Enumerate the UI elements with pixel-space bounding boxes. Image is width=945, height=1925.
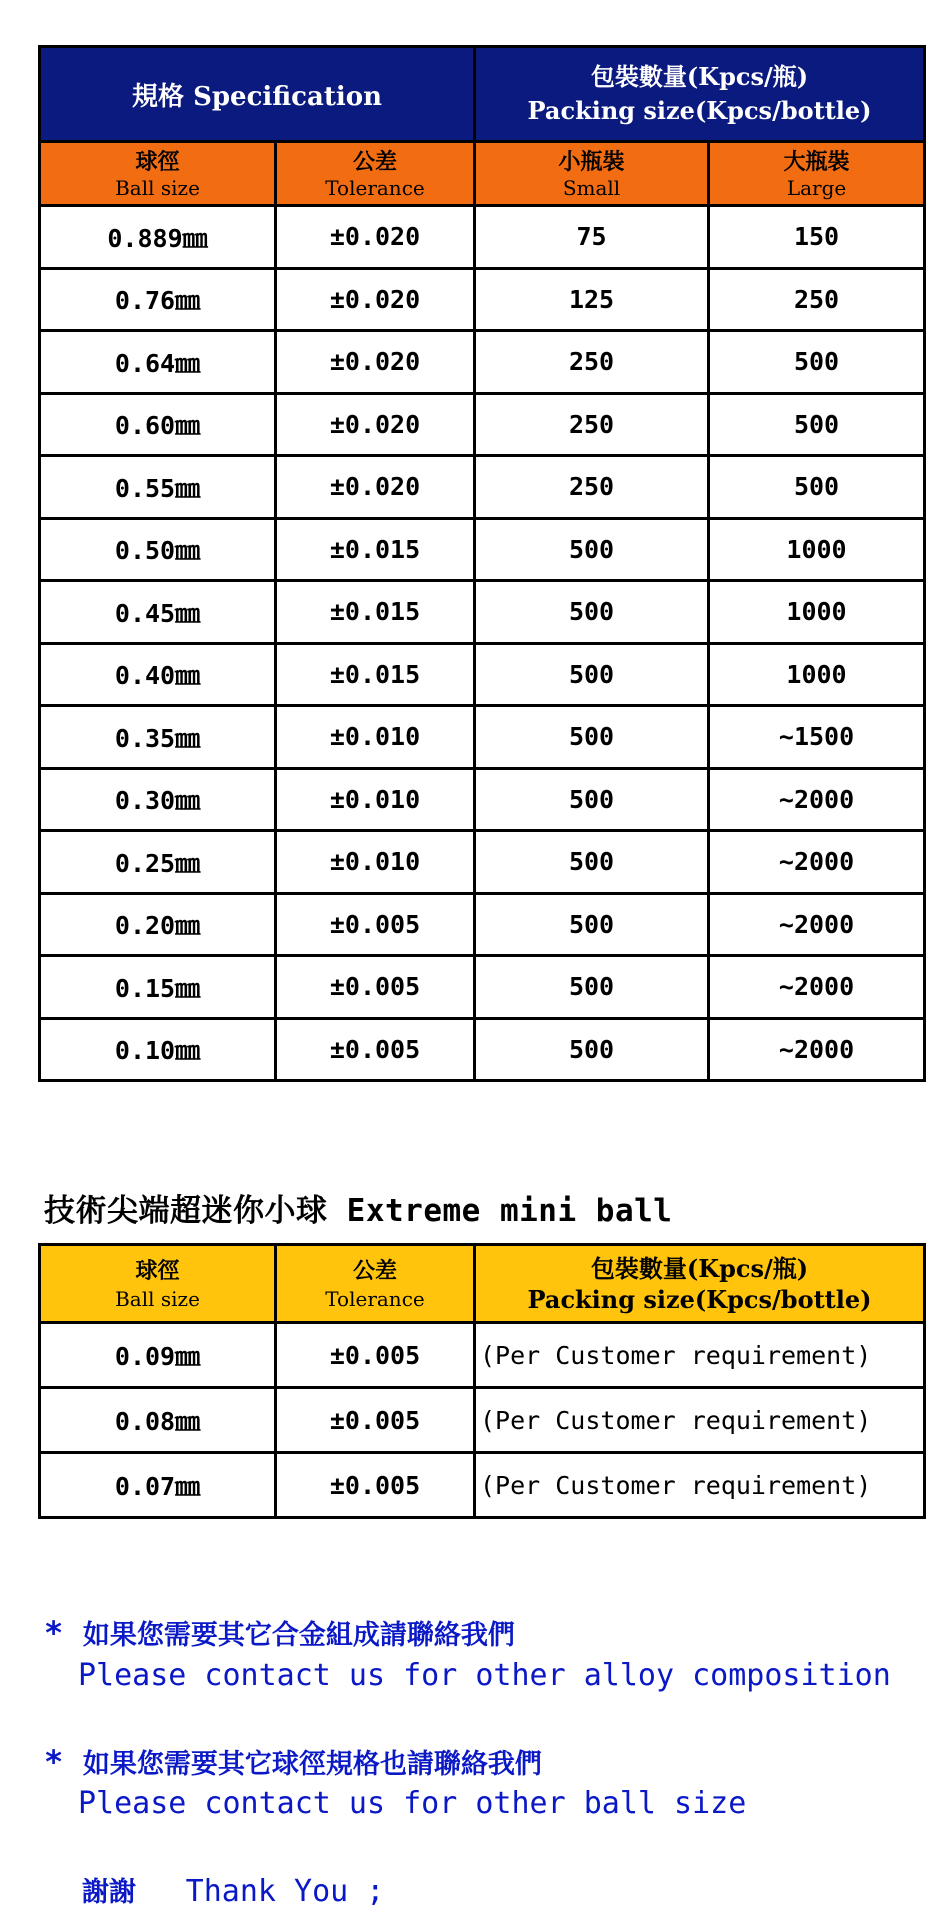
large-bottle-cell: ~2000 (709, 956, 925, 1019)
subheader-large-en: Large (786, 175, 847, 200)
small-bottle-cell: 500 (475, 581, 709, 644)
extreme-subheader-packing-zh: 包裝數量(Kpcs/瓶) (590, 1253, 809, 1283)
large-bottle-cell: ~2000 (709, 768, 925, 831)
small-bottle-cell: 250 (475, 331, 709, 394)
large-bottle-cell: 500 (709, 393, 925, 456)
spec-table-row (40, 518, 925, 581)
large-bottle-cell: ~1500 (709, 706, 925, 769)
tolerance-cell: ±0.020 (276, 456, 475, 519)
ball-size-cell: 0.40㎜ (40, 643, 276, 706)
ball-size-cell: 0.889㎜ (40, 206, 276, 269)
subheader-large-zh: 大瓶裝 (783, 148, 850, 175)
extreme-subheader-tolerance-zh: 公差 (352, 1257, 397, 1284)
small-bottle-cell: 75 (475, 206, 709, 269)
ball-size-cell: 0.50㎜ (40, 518, 276, 581)
small-bottle-cell: 500 (475, 831, 709, 894)
small-bottle-cell: 250 (475, 456, 709, 519)
large-bottle-cell: 500 (709, 331, 925, 394)
tolerance-cell: ±0.005 (276, 1453, 475, 1518)
large-bottle-cell: 150 (709, 206, 925, 269)
extreme-subheader-ball-size-zh: 球徑 (135, 1257, 180, 1284)
extreme-subheader-packing (475, 1245, 925, 1323)
ball-size-cell: 0.07㎜ (40, 1453, 276, 1518)
tolerance-cell: ±0.020 (276, 331, 475, 394)
note-alloy-star: * (44, 1614, 64, 1652)
tolerance-cell: ±0.015 (276, 643, 475, 706)
spec-table-row (40, 1018, 925, 1081)
spec-table-row (40, 956, 925, 1019)
tolerance-cell: ±0.005 (276, 1323, 475, 1388)
ball-size-cell: 0.15㎜ (40, 956, 276, 1019)
large-bottle-cell: ~2000 (709, 1018, 925, 1081)
spec-table-row (40, 768, 925, 831)
tolerance-cell: ±0.005 (276, 1018, 475, 1081)
tolerance-cell: ±0.005 (276, 1388, 475, 1453)
ball-size-cell: 0.60㎜ (40, 393, 276, 456)
note-alloy-zh: 如果您需要其它合金組成請聯絡我們 (82, 1620, 515, 1651)
note-size-star: * (44, 1743, 64, 1781)
note-alloy-en: Please contact us for other alloy composition (78, 1658, 891, 1693)
spec-subheader-row (40, 142, 925, 206)
large-bottle-cell: 500 (709, 456, 925, 519)
extreme-table-row (40, 1323, 925, 1388)
ball-size-cell: 0.08㎜ (40, 1388, 276, 1453)
spec-table-row (40, 206, 925, 269)
spec-table-body (40, 206, 925, 1081)
large-bottle-cell: 1000 (709, 643, 925, 706)
ball-size-cell: 0.20㎜ (40, 893, 276, 956)
thanks-zh: 謝謝 (82, 1877, 136, 1908)
small-bottle-cell: 500 (475, 893, 709, 956)
tolerance-cell: ±0.010 (276, 706, 475, 769)
tolerance-cell: ±0.015 (276, 581, 475, 644)
note-alloy-zh-line (44, 1613, 515, 1652)
packing-cell: (Per Customer requirement) (475, 1388, 925, 1453)
small-bottle-cell: 250 (475, 393, 709, 456)
ball-size-cell: 0.09㎜ (40, 1323, 276, 1388)
large-bottle-cell: 1000 (709, 581, 925, 644)
small-bottle-cell: 500 (475, 518, 709, 581)
subheader-ball-size-zh: 球徑 (135, 148, 180, 175)
tolerance-cell: ±0.010 (276, 831, 475, 894)
subheader-ball-size-en: Ball size (115, 175, 200, 200)
tolerance-cell: ±0.020 (276, 393, 475, 456)
small-bottle-cell: 500 (475, 956, 709, 1019)
spec-table-row (40, 706, 925, 769)
packing-header-en: Packing size(Kpcs/bottle) (527, 96, 872, 125)
spec-table-row (40, 831, 925, 894)
spec-table (38, 45, 926, 1082)
small-bottle-cell: 500 (475, 706, 709, 769)
large-bottle-cell: ~2000 (709, 831, 925, 894)
subheader-small-en: Small (562, 175, 621, 200)
spec-table-row (40, 581, 925, 644)
subheader-small-zh: 小瓶裝 (558, 148, 625, 175)
spec-header-cell (40, 47, 475, 142)
extreme-section-title: 技術尖端超迷你小球 Extreme mini ball (44, 1193, 673, 1229)
thanks-en: Thank You ; (185, 1874, 385, 1909)
packing-cell: (Per Customer requirement) (475, 1453, 925, 1518)
tolerance-cell: ±0.005 (276, 956, 475, 1019)
extreme-subheader-ball-size (40, 1245, 276, 1323)
packing-header-zh: 包裝數量(Kpcs/瓶) (590, 62, 809, 91)
spec-header-label: 規格 Specification (132, 81, 382, 112)
subheader-tolerance (276, 142, 475, 206)
ball-size-cell: 0.55㎜ (40, 456, 276, 519)
ball-size-cell: 0.10㎜ (40, 1018, 276, 1081)
subheader-ball-size (40, 142, 276, 206)
extreme-subheader-tolerance (276, 1245, 475, 1323)
subheader-tolerance-en: Tolerance (325, 175, 425, 200)
ball-size-cell: 0.76㎜ (40, 268, 276, 331)
small-bottle-cell: 500 (475, 643, 709, 706)
note-size-en: Please contact us for other ball size (78, 1786, 747, 1821)
spec-table-row (40, 643, 925, 706)
extreme-table (38, 1243, 926, 1519)
spec-table-row (40, 393, 925, 456)
small-bottle-cell: 125 (475, 268, 709, 331)
subheader-large (709, 142, 925, 206)
packing-header-cell (475, 47, 925, 142)
small-bottle-cell: 500 (475, 768, 709, 831)
extreme-header-row (40, 1245, 925, 1323)
extreme-table-row (40, 1453, 925, 1518)
ball-size-cell: 0.35㎜ (40, 706, 276, 769)
spec-table-row (40, 893, 925, 956)
subheader-tolerance-zh: 公差 (353, 148, 398, 175)
tolerance-cell: ±0.020 (276, 206, 475, 269)
packing-cell: (Per Customer requirement) (475, 1323, 925, 1388)
ball-size-cell: 0.30㎜ (40, 768, 276, 831)
spec-table-row (40, 331, 925, 394)
thanks-line (82, 1870, 384, 1909)
spec-table-row (40, 456, 925, 519)
tolerance-cell: ±0.005 (276, 893, 475, 956)
ball-size-cell: 0.45㎜ (40, 581, 276, 644)
extreme-subheader-tolerance-en: Tolerance (325, 1286, 425, 1311)
tolerance-cell: ±0.020 (276, 268, 475, 331)
ball-size-cell: 0.64㎜ (40, 331, 276, 394)
large-bottle-cell: 250 (709, 268, 925, 331)
tolerance-cell: ±0.015 (276, 518, 475, 581)
large-bottle-cell: 1000 (709, 518, 925, 581)
extreme-subheader-packing-en: Packing size(Kpcs/bottle) (527, 1284, 872, 1314)
spec-header-row (40, 47, 925, 142)
extreme-table-row (40, 1388, 925, 1453)
subheader-small (475, 142, 709, 206)
large-bottle-cell: ~2000 (709, 893, 925, 956)
small-bottle-cell: 500 (475, 1018, 709, 1081)
note-size-zh-line (44, 1742, 542, 1781)
extreme-table-body (40, 1323, 925, 1518)
note-size-zh: 如果您需要其它球徑規格也請聯絡我們 (82, 1749, 542, 1780)
ball-size-cell: 0.25㎜ (40, 831, 276, 894)
tolerance-cell: ±0.010 (276, 768, 475, 831)
spec-table-row (40, 268, 925, 331)
extreme-subheader-ball-size-en: Ball size (115, 1286, 200, 1311)
